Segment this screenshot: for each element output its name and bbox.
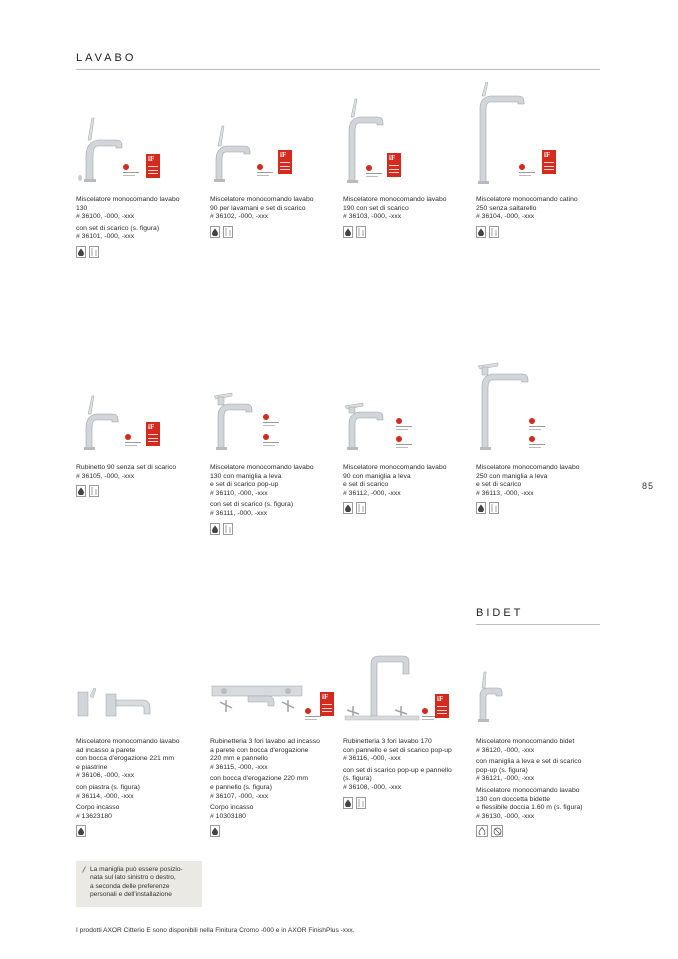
product-code: # 36101, -000, -xxx bbox=[76, 233, 135, 241]
product-description: e set di scarico bbox=[476, 481, 522, 489]
if-design-award-icon: iF bbox=[278, 150, 292, 174]
product-description: Miscelatore monocomando bidet bbox=[476, 738, 575, 745]
if-design-award-icon: iF bbox=[387, 153, 401, 177]
product-description: ad incasso a parete bbox=[76, 746, 136, 754]
product-code: # 36112, -000, -xxx bbox=[343, 489, 401, 497]
product-description: Miscelatore monocomando lavabo bbox=[76, 738, 180, 745]
product-36104 bbox=[476, 82, 604, 238]
product-description: Rubinetteria 3 fori lavabo ad incasso bbox=[210, 738, 320, 745]
red-dot-award-icon bbox=[395, 416, 413, 432]
product-36103 bbox=[343, 95, 471, 238]
product-variant: con piastra (s. figura) bbox=[76, 783, 140, 791]
product-code: # 36100, -000, -xxx bbox=[76, 213, 135, 221]
product-description: 130 bbox=[76, 204, 88, 212]
product-code: # 36103, -000, -xxx bbox=[343, 213, 402, 221]
product-variant: pop-up (s. figura) bbox=[476, 766, 528, 774]
product-variant: Miscelatore monocomando lavabo bbox=[476, 786, 580, 794]
product-description: Miscelatore monocomando lavabo bbox=[343, 196, 447, 203]
red-dot-award-icon bbox=[122, 162, 140, 178]
product-description: Rubinetto 90 senza set di scarico bbox=[76, 464, 177, 471]
product-code: # 36130, -000, -xxx bbox=[476, 812, 535, 820]
product-description: Miscelatore monocomando lavabo bbox=[476, 464, 580, 471]
product-36105 bbox=[76, 384, 204, 497]
product-description: Miscelatore monocomando lavabo bbox=[76, 196, 180, 203]
faucet-image bbox=[476, 350, 604, 464]
product-code: # 36107, -000, -xxx bbox=[210, 792, 269, 800]
product-variant: Corpo incasso bbox=[210, 804, 254, 812]
product-code: # 36104, -000, -xxx bbox=[476, 213, 535, 221]
red-dot-award-icon bbox=[256, 162, 274, 178]
product-36106 bbox=[76, 662, 204, 837]
section-title-lavabo: LAVABO bbox=[76, 52, 137, 64]
product-description: Rubinetteria 3 fori lavabo 170 bbox=[343, 738, 432, 745]
product-description: 250 con maniglia a leva bbox=[476, 472, 548, 480]
faucet-image bbox=[476, 662, 604, 738]
if-design-award-icon: iF bbox=[146, 422, 160, 446]
installation-height-icon bbox=[489, 502, 499, 514]
faucet-image bbox=[210, 110, 338, 196]
installation-height-icon bbox=[356, 797, 366, 809]
product-description: con bocca d'erogazione 221 mm bbox=[76, 755, 175, 763]
faucet-image bbox=[343, 384, 471, 464]
product-code: # 36102, -000, -xxx bbox=[210, 213, 269, 221]
installation-height-icon bbox=[223, 226, 233, 238]
check-mark-icon bbox=[81, 866, 87, 876]
section-rule-bidet bbox=[476, 624, 600, 625]
product-description: 90 per lavamani e set di scarico bbox=[210, 204, 306, 212]
product-36113 bbox=[476, 350, 604, 514]
note-line: a seconda delle preferenze bbox=[90, 882, 170, 890]
product-36110 bbox=[210, 384, 338, 535]
red-dot-award-icon bbox=[528, 416, 546, 432]
water-saving-icon bbox=[343, 797, 353, 809]
if-design-award-icon: iF bbox=[320, 692, 334, 716]
product-variant: Corpo incasso bbox=[76, 804, 120, 812]
product-variant: con maniglia a leva e set di scarico bbox=[476, 758, 582, 766]
product-code: # 36121, -000, -xxx bbox=[476, 775, 535, 783]
product-description: 90 con maniglia a leva bbox=[343, 472, 411, 480]
info-note bbox=[76, 861, 202, 907]
product-36116 bbox=[343, 650, 471, 809]
water-saving-icon bbox=[76, 246, 86, 258]
product-description: Miscelatore monocomando lavabo bbox=[210, 196, 314, 203]
product-variant: con bocca d'erogazione 220 mm bbox=[210, 775, 309, 783]
red-dot-award-icon bbox=[262, 412, 280, 428]
product-36100 bbox=[76, 110, 204, 258]
product-variant: con set di scarico pop-up e pannello bbox=[343, 766, 452, 774]
product-code: # 10303180 bbox=[210, 812, 246, 820]
product-code: # 36108, -000, -xxx bbox=[343, 783, 402, 791]
faucet-image bbox=[210, 384, 338, 464]
red-dot-award-icon bbox=[528, 434, 546, 450]
product-code: # 36120, -000, -xxx bbox=[476, 746, 535, 754]
note-line: nata sul lato sinistro o destro, bbox=[90, 874, 176, 882]
footer-note: I prodotti AXOR Citterio E sono disponibili nella Finitura Cromo -000 e in AXOR FinishPlus -xxx. bbox=[76, 927, 355, 934]
product-description: Miscelatore monocomando lavabo bbox=[343, 464, 447, 471]
product-variant: e flessibile doccia 1.60 m (s. figura) bbox=[476, 804, 583, 812]
water-drop-icon bbox=[476, 825, 488, 837]
note-line: La maniglia può essere posizio- bbox=[90, 866, 183, 873]
product-description: e set di scarico bbox=[343, 481, 389, 489]
product-code: # 13623180 bbox=[76, 812, 112, 820]
product-variant: con set di scarico (s. figura) bbox=[210, 501, 294, 509]
if-design-award-icon: iF bbox=[542, 150, 556, 174]
installation-height-icon bbox=[356, 226, 366, 238]
product-code: # 36110, -000, -xxx bbox=[210, 489, 268, 497]
installation-height-icon bbox=[89, 246, 99, 258]
product-description: Miscelatore monocomando lavabo bbox=[210, 464, 314, 471]
red-dot-award-icon bbox=[395, 434, 413, 450]
faucet-image bbox=[343, 95, 471, 196]
product-variant: e pannello (s. figura) bbox=[210, 783, 272, 791]
water-saving-icon bbox=[343, 226, 353, 238]
page-number: 85 bbox=[642, 481, 655, 491]
faucet-image bbox=[76, 662, 204, 738]
water-saving-icon bbox=[343, 502, 353, 514]
product-description: con pannello e set di scarico pop-up bbox=[343, 746, 452, 754]
red-dot-award-icon bbox=[518, 162, 536, 178]
water-saving-icon bbox=[210, 523, 220, 535]
no-scald-icon bbox=[491, 825, 503, 837]
product-description: a parete con bocca d'erogazione bbox=[210, 746, 309, 754]
faucet-image bbox=[476, 82, 604, 196]
product-description: 220 mm e pannello bbox=[210, 755, 268, 763]
product-code: # 36113, -000, -xxx bbox=[476, 489, 534, 497]
product-description: Miscelatore monocomando catino bbox=[476, 196, 578, 203]
product-variant: 130 con doccetta bidette bbox=[476, 795, 551, 803]
product-code: # 36105, -000, -xxx bbox=[76, 472, 135, 480]
if-design-award-icon: iF bbox=[435, 694, 449, 718]
red-dot-award-icon bbox=[124, 432, 142, 448]
installation-height-icon bbox=[223, 523, 233, 535]
installation-height-icon bbox=[489, 226, 499, 238]
section-title-bidet: BIDET bbox=[476, 607, 524, 619]
product-code: # 36111, -000, -xxx bbox=[210, 509, 268, 517]
product-36115 bbox=[210, 662, 338, 837]
installation-height-icon bbox=[356, 502, 366, 514]
product-code: # 36114, -000, -xxx bbox=[76, 792, 134, 800]
if-design-award-icon: iF bbox=[146, 154, 160, 178]
product-36120 bbox=[476, 662, 604, 837]
product-variant: con set di scarico (s. figura) bbox=[76, 224, 160, 232]
installation-height-icon bbox=[89, 485, 99, 497]
red-dot-award-icon bbox=[262, 432, 280, 448]
water-saving-icon bbox=[76, 825, 86, 837]
faucet-image bbox=[76, 110, 204, 196]
product-36102 bbox=[210, 110, 338, 238]
product-36112 bbox=[343, 384, 471, 514]
water-saving-icon bbox=[210, 825, 220, 837]
product-description: 130 con maniglia a leva bbox=[210, 472, 282, 480]
water-saving-icon bbox=[476, 502, 486, 514]
product-variant: (s. figura) bbox=[343, 775, 372, 783]
faucet-image bbox=[210, 662, 338, 738]
product-description: 250 senza saltarello bbox=[476, 204, 537, 212]
product-description: e set di scarico pop-up bbox=[210, 481, 279, 489]
note-line: personali e dell'installazione bbox=[90, 891, 172, 899]
water-saving-icon bbox=[476, 226, 486, 238]
water-saving-icon bbox=[76, 485, 86, 497]
product-code: # 36106, -000, -xxx bbox=[76, 772, 135, 780]
faucet-image bbox=[343, 650, 471, 738]
red-dot-award-icon bbox=[365, 163, 383, 179]
product-code: # 36115, -000, -xxx bbox=[210, 763, 268, 771]
product-description: e piastrine bbox=[76, 763, 108, 771]
section-rule-lavabo bbox=[76, 69, 600, 70]
product-code: # 36116, -000, -xxx bbox=[343, 755, 401, 763]
product-description: 190 con set di scarico bbox=[343, 204, 409, 212]
faucet-image bbox=[76, 384, 204, 464]
water-saving-icon bbox=[210, 226, 220, 238]
